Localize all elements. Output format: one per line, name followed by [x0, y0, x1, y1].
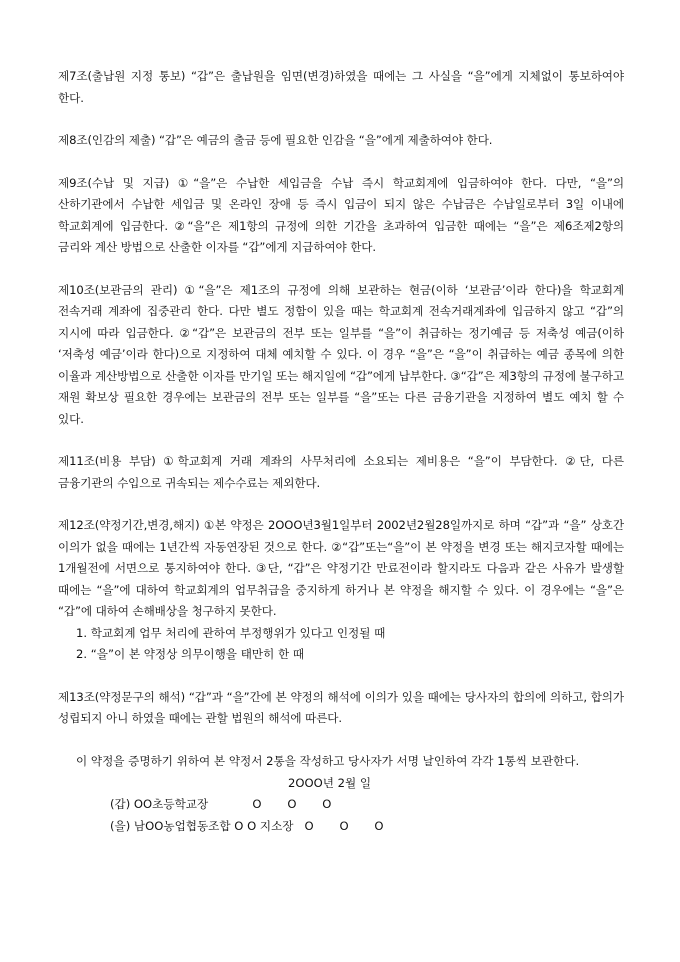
contract-page: [58, 66, 624, 837]
contract-date: 2OOO년 2월 일: [288, 776, 372, 790]
signature-eul: (을) 남OO농업협동조합 O O 지소장 O O O: [110, 818, 384, 833]
article-10: 제10조(보관금의 관리) ①“을”은 제1조의 규정에 의해 보관하는 현금(이하 ‘보관금’이라 한다)을 학교회계 전속거래 계좌에 집중관리 한다. 다만 별도 정함이 있을 때는 학교회계 전속거래계좌에 입금하지 않고 “갑”의 지시에 따라 입금한다. ②“갑”은 보관금의 전부 또는 일부를 “을”이 취급하는 정기예금 등 저축성 예금(이하 ‘저축성 예금’이라 한다)으로 지정하여 대체 예치할 수 있다. 이 경우 “을”은 “을”이 취급하는 예금 종목에 의한 이율과 계산방법으로 산출한 이자를 만기일 또는 해지일에 “갑”에게 납부한다. ③“갑”은 제3항의 규정에 불구하고 재원 확보상 필요한 경우에는 보관금의 전부 또는 일부를 “을”또는 다른 금융기관을 지정하여 별도 예치 할 수 있다.: [58, 282, 624, 426]
article-7: 제7조(출납원 지정 통보) “갑”은 출납원을 임면(변경)하였을 때에는 그 사실을 “을”에게 지체없이 통보하여야 한다.: [58, 69, 624, 105]
closing-statement: 이 약정을 증명하기 위하여 본 약정서 2통을 작성하고 당사자가 서명 날인하여 각각 1통씩 보관한다.: [76, 753, 580, 768]
article-12: 제12조(약정기간,변경,해지) ①본 약정은 2OOO년3월1일부터 2002년2월28일까지로 하며 “갑”과 “을” 상호간 이의가 없을 때에는 1년간씩 자동연장된 것으로 한다. ②“갑”또는“을”이 본 약정을 변경 또는 해지코자할 때에는 1개월전에 서면으로 통지하여야 한다. ③단, “갑”은 약정기간 만료전이라 할지라도 다음과 같은 사유가 발생할 때에는 “을”에 대하여 학교회계의 업무취급을 중지하게 하거나 본 약정을 해지할 수 있다. 이 경우에는 “을”은 “갑”에 대하여 손해배상을 청구하지 못한다.: [58, 518, 624, 618]
article-11: 제11조(비용 부담) ①학교회계 거래 계좌의 사무처리에 소요되는 제비용은 “을”이 부담한다. ②단, 다른 금융기관의 수입으로 귀속되는 제수수료는 제외한다.: [58, 454, 624, 490]
signature-gap: (갑) OO초등학교장 O O O: [110, 797, 332, 811]
article-13: 제13조(약정문구의 해석) “갑”과 “을”간에 본 약정의 해석에 이의가 있을 때에는 당사자의 합의에 의하고, 합의가 성립되지 아니 하였을 때에는 관할 법원의 해석에 따른다.: [58, 689, 624, 725]
article-12-item-2: 2. “을”이 본 약정상 의무이행을 태만히 한 때: [76, 647, 305, 661]
article-9: 제9조(수납 및 지급) ①“을”은 수납한 세입금을 수납 즉시 학교회계에 입금하여야 한다. 다만, “을”의 산하기관에서 수납한 세입금 및 온라인 장애 등 즉시 입금이 되지 않은 수납금은 수납일로부터 3일 이내에 학교회계에 입금한다. ②“을”은 제1항의 규정에 의한 기간을 초과하여 입금한 때에는 “을”은 제6조제2항의 금리와 계산 방법으로 산출한 이자를 “갑”에게 지급하여야 한다.: [58, 175, 624, 254]
article-12-item-1: 1. 학교회계 업무 처리에 관하여 부정행위가 있다고 인정될 때: [76, 625, 386, 640]
article-8: 제8조(인감의 제출) “갑”은 예금의 출금 등에 필요한 인감을 “을”에게 제출하여야 한다.: [58, 133, 493, 147]
